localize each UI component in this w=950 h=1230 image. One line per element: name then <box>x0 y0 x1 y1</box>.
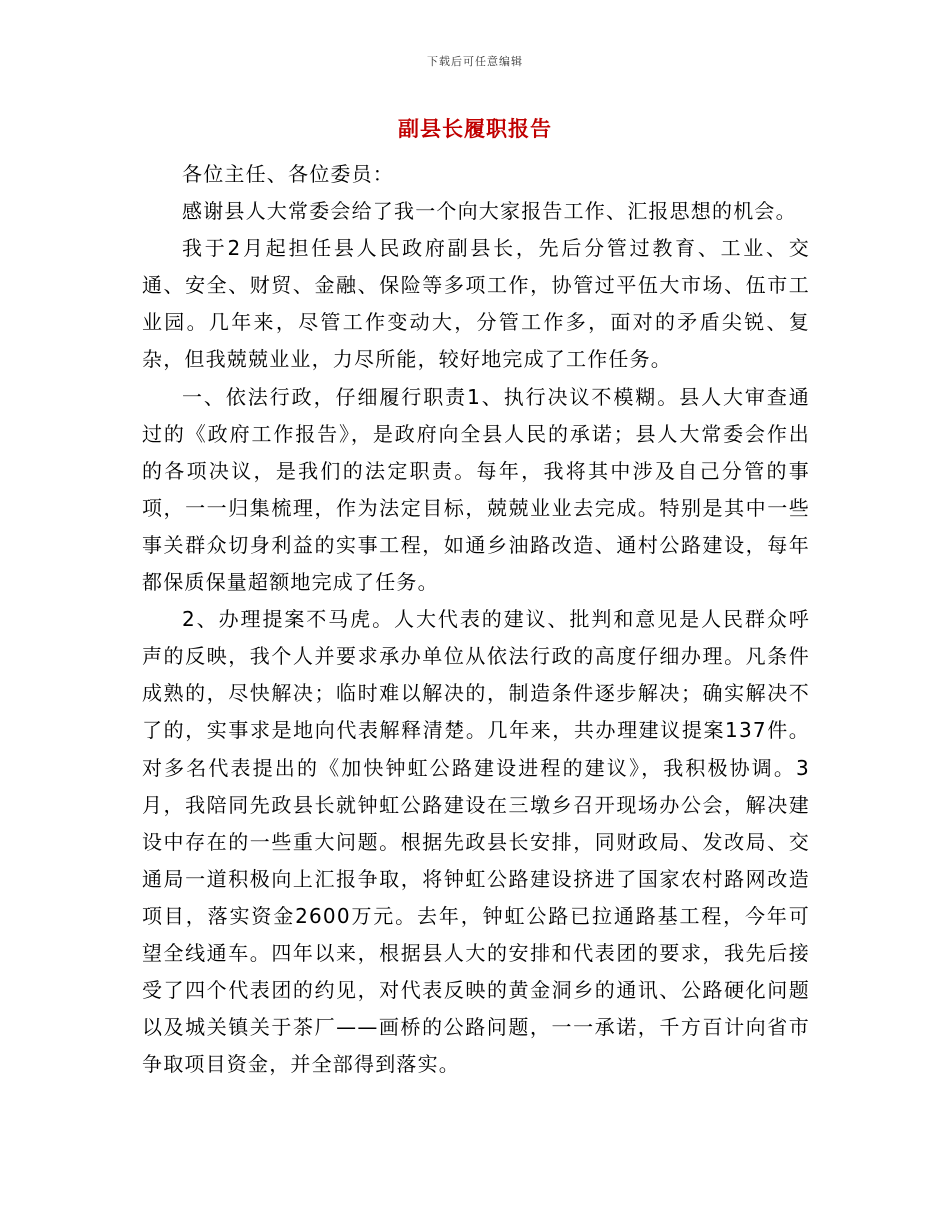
document-body <box>142 156 810 1083</box>
body-paragraph: 2、办理提案不马虎。人大代表的建议、批判和意见是人民群众呼声的反映，我个人并要求承办单位从依法行政的高度仔细办理。凡条件成熟的，尽快解决；临时难以解决的，制造条件逐步解决；确实解决不了的，实事求是地向代表解释清楚。几年来，共办理建议提案137件。对多名代表提出的《加快钟虹公路建设进程的建议》，我积极协调。3月，我陪同先政县长就钟虹公路建设在三墩乡召开现场办公会，解决建设中存在的一些重大问题。根据先政县长安排，同财政局、发改局、交通局一道积极向上汇报争取，将钟虹公路建设挤进了国家农村路网改造项目，落实资金2600万元。去年，钟虹公路已拉通路基工程，今年可望全线通车。四年以来，根据县人大的安排和代表团的要求，我先后接受了四个代表团的约见，对代表反映的黄金洞乡的通讯、公路硬化问题以及城关镇关于茶厂——画桥的公路问题，一一承诺，千方百计向省市争取项目资金，并全部得到落实。 <box>142 607 810 1077</box>
salutation-paragraph: 各位主任、各位委员： <box>182 162 394 186</box>
body-paragraph: 一、依法行政，仔细履行职责1、执行决议不模糊。县人大审查通过的《政府工作报告》，是政府向全县人民的承诺；县人大常委会作出的各项决议，是我们的法定职责。每年，我将其中涉及自己分管的事项，一一归集梳理，作为法定目标，兢兢业业去完成。特别是其中一些事关群众切身利益的实事工程，如通乡油路改造、通村公路建设，每年都保质保量超额地完成了任务。 <box>142 384 810 595</box>
body-paragraph: 感谢县人大常委会给了我一个向大家报告工作、汇报思想的机会。 <box>182 199 797 224</box>
document-title: 副县长履职报告 <box>398 117 552 141</box>
header-note: 下载后可任意编辑 <box>427 55 523 68</box>
body-paragraph: 我于2月起担任县人民政府副县长，先后分管过教育、工业、交通、安全、财贸、金融、保险等多项工作，协管过平伍大市场、伍市工业园。几年来，尽管工作变动大，分管工作多，面对的矛盾尖锐、复杂，但我兢兢业业，力尽所能，较好地完成了工作任务。 <box>142 236 810 372</box>
